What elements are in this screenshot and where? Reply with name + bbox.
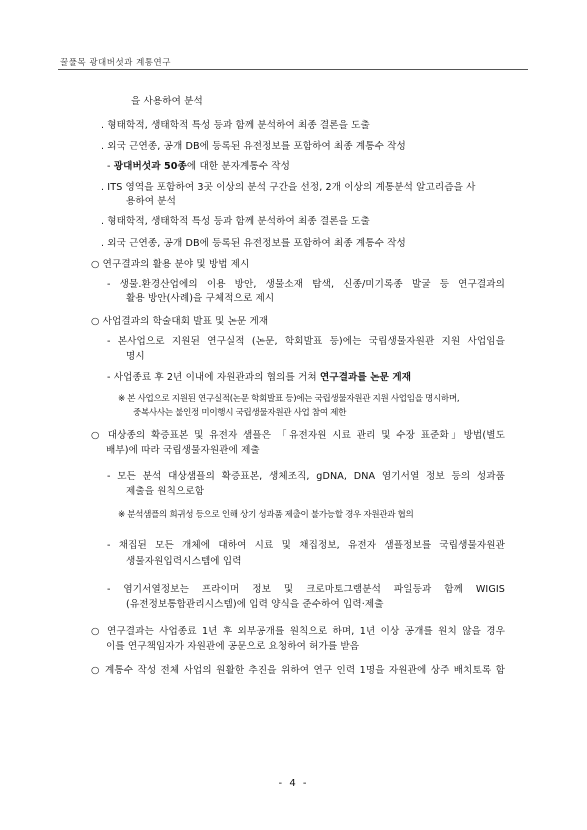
text-prefix: - 사업종료 후 2년 이내에 자원관과의 협의를 거쳐 [107,372,320,383]
text-line: . 외국 근연종, 공개 DB에 등록된 유전정보를 포함하여 최종 계통수 작성 [101,141,406,152]
text-line: 제출을 원칙으로함 [126,486,205,497]
text-line-emphasis [107,161,290,173]
text-line: 명시 [126,351,145,362]
text-line: . ITS 영역을 포함하여 3곳 이상의 분석 구간을 선정, 2개 이상의 계통분석 알고리즘을 사 [101,182,476,193]
text-line: . 형태학적, 생태학적 특성 등과 함께 분석하여 최종 결론을 도출 [101,216,370,227]
text-line: 활용 방안(사례)을 구체적으로 제시 [126,293,275,304]
section-heading: ○ 대상종의 확증표본 및 유전자 샘플은 「유전자원 시료 관리 및 수장 표준화」방법(별도 [91,430,505,441]
text-prefix: - [107,161,114,172]
text-line: - 생물.환경산업에의 이용 방안, 생물소재 탐색, 신종/미기록종 발굴 등 연구결과의 [107,279,505,290]
text-line: (유전정보통합관리시스템)에 입력 양식을 준수하여 입력·제출 [126,599,384,610]
text-line-emphasis [107,372,411,384]
text-line: 배부)에 따라 국립생물자원관에 제출 [106,445,260,456]
text-line: 용하여 분석 [126,196,176,207]
text-line: . 외국 근연종, 공개 DB에 등록된 유전정보를 포함하여 최종 계통수 작성 [101,238,406,249]
text-line: 이를 연구책임자가 자원관에 공문으로 요청하여 허가를 받음 [106,641,360,652]
text-suffix: 에 대한 분자계통수 작성 [186,161,291,172]
bold-text: 광대버섯과 50종 [113,161,187,172]
note-line: ※ 본 사업으로 지원된 연구실적(논문 학회발표 등)에는 국립생물자원관 지원 사업임을 명시하며, [118,394,460,404]
text-line: - 염기서열정보는 프라이머 정보 및 크로마토그램분석 파일등과 함께 WIGIS [107,584,505,595]
section-heading: ○ 연구결과의 활용 분야 및 방법 제시 [91,259,250,270]
running-header: 꿀풀목 광대버섯과 계통연구 [60,58,171,68]
text-line: - 본사업으로 지원된 연구실적 (논문, 학회발표 등)에는 국립생물자원관 지원 사업임을 [107,336,505,347]
note-line: 중복사사는 불인정 미이행시 국립생물자원관 사업 참여 제한 [133,408,347,418]
text-line: 생물자원입력시스템에 입력 [126,556,242,567]
text-line: . 형태학적, 생태학적 특성 등과 함께 분석하여 최종 결론을 도출 [101,120,370,131]
section-heading: ○ 연구결과는 사업종료 1년 후 외부공개를 원칙으로 하며, 1년 이상 공개를 원치 않을 경우 [91,626,505,637]
section-heading: ○ 계통수 작성 전체 사업의 원활한 추진을 위하여 연구 인력 1명을 자원관에 상주 배치토록 함 [91,665,505,676]
text-line: 을 사용하여 분석 [131,96,203,107]
text-line: - 채집된 모든 개체에 대하여 시료 및 채집정보, 유전자 샘플정보를 국립생물자원관 [107,540,505,551]
section-heading: ○ 사업결과의 학술대회 발표 및 논문 게재 [91,316,269,327]
text-line: - 모든 분석 대상샘플의 확증표본, 생체조직, gDNA, DNA 염기서열 정보 등의 성과품 [107,471,505,482]
note-line: ※ 분석샘플의 희귀성 등으로 인해 상기 성과품 제출이 불가능할 경우 자원관과 협의 [118,510,414,520]
page-number: - 4 - [278,778,309,789]
header-divider [58,69,528,70]
bold-text: 연구결과를 논문 게재 [319,372,412,383]
